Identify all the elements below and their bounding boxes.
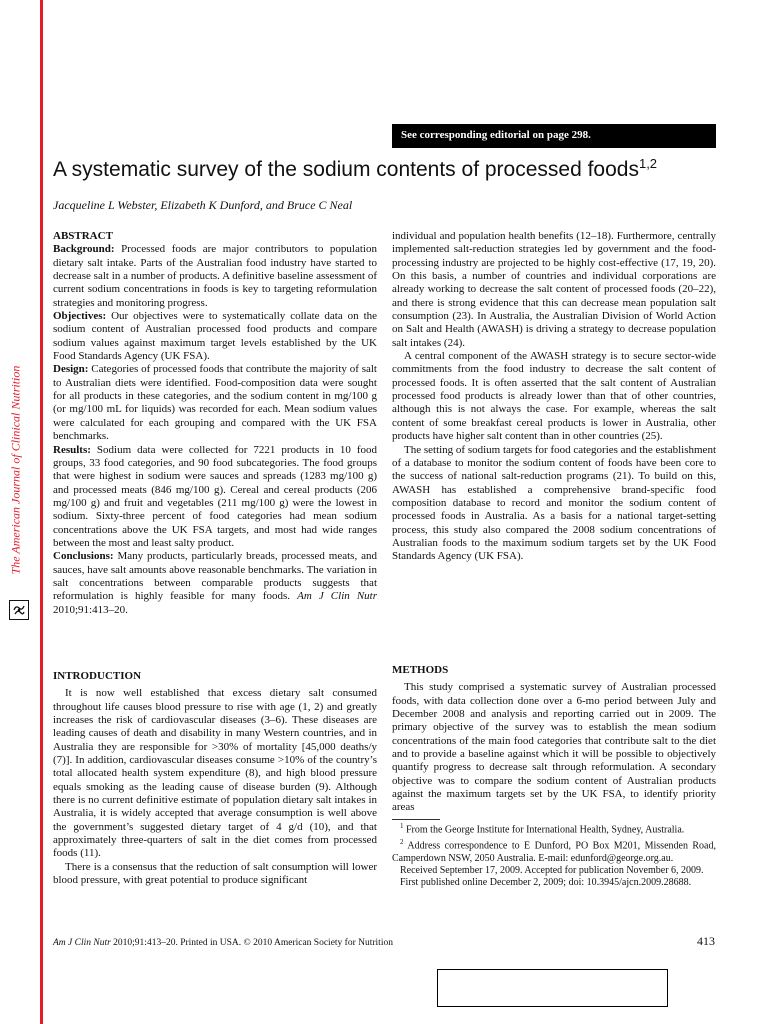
- abstract-objectives: Objectives: Our objectives were to systematically collate data on the sodium content of Australian processed food products and compare sodium values against maximum target levels established by the UK Food Standards Agency (UK FSA).: [53, 310, 378, 363]
- page-footer: Am J Clin Nutr 2010;91:413–20. Printed in USA. © 2010 American Society for Nutrition: [53, 938, 393, 948]
- page-number: 413: [697, 934, 715, 948]
- abstract-results: Results: Sodium data were collected for 7221 products in 10 food groups, 33 food categories, and 90 food subcategories. The food groups that were highest in sodium were sauces and spreads (1283 mg/100 g) and processed meats (846 mg/100 g). Cereal and cereal products (206 mg/100 g) and fruit and vegetables (211 mg/100 g) were the lowest in sodium. Sixty-three percent of food categories had mean sodium concentrations above the UK FSA targets, and most had wide ranges between the most and least salty product.: [53, 443, 377, 549]
- abstract-column: [53, 230, 377, 617]
- footnote-received: Received September 17, 2009. Accepted for publication November 6, 2009.: [400, 865, 704, 877]
- sodium-targets-paragraph: The setting of sodium targets for food categories and the establishment of a database to monitor the sodium content of foods have been core to the success of national salt-reduction programs (21). To build on this, AWASH has established a comprehensive brand-specific food composition database to record and monitor the sodium content of processed foods in Australia. As a basis for a national target-setting process, this study also compared the 2008 sodium concentrations of Australian foods to the maximum sodium targets set by the UK Food Standards Agency (UK FSA).: [392, 443, 716, 563]
- introduction-paragraph-1: It is now well established that excess dietary salt consumed throughout life causes blood pressure to rise with age (1, 2) and greatly increases the risk of cardiovascular diseases (3–6). These diseases are leading causes of death and disability in many Western countries, and in Australia they are responsible for >30% of mortality [45,000 deaths/y (7)]. In addition, cardiovascular diseases consume >10% of the country’s total allocated health system expenditure (8), and high blood pressure equals smoking as the leading cause of disease burden (9). Although there is no current definitive estimate of population dietary salt intakes in Australia, it is widely accepted that average consumption is well above the government’s suggested dietary target of 4 g/d (10), and that approximately three-quarters of salt in the diet comes from processed foods (11).: [53, 687, 377, 860]
- introduction-section: [53, 670, 377, 888]
- intro-continuation-paragraph: individual and population health benefits (12–18). Furthermore, centrally implemented salt-reduction strategies led by government and the food-processing industry are projected to be highly cost-effective (17, 19, 20). On this basis, a number of countries and individual corporations are already working to decrease the salt content of processed foods (20–22), and there is strong evidence that this can decrease mean population salt consumption (23). In Australia, the Australian Division of World Action on Salt and Health (AWASH) is driving a strategy to decrease population salt intakes (24).: [392, 230, 716, 349]
- introduction-paragraph-2: There is a consensus that the reduction of salt consumption will lower blood pressure, with great potential to produce significant: [53, 860, 377, 887]
- abstract-design: Design: Categories of processed foods that contribute the majority of salt to Australian diets were identified. Food-composition data were sought for all products in these categories, and the sodium content in mg/100 g (or mg/100 mL for liquids) was recorded for each. Mean sodium values were calculated for each grouping and compared with the UK FSA benchmarks.: [53, 363, 377, 443]
- abstract-heading: ABSTRACT: [53, 230, 113, 242]
- footnote-published: First published online December 2, 2009; doi: 10.3945/ajcn.2009.28688.: [400, 877, 692, 889]
- footnote-2: $^2$ Address correspondence to E Dunford, PO Box M201, Missenden Road, Camperdown NSW, 2050 Australia. E-mail: edunford@george.org.au.: [392, 838, 716, 864]
- abstract-conclusions: Conclusions: Many products, particularly breads, processed meats, and sauces, have salt amounts above reasonable benchmarks. The variation in salt concentrations between comparable products suggests that reformulation is highly feasible for many foods. Am J Clin Nutr 2010;91:413–20.: [53, 550, 377, 616]
- author-list: Jacqueline L Webster, Elizabeth K Dunford, and Bruce C Neal: [53, 198, 353, 212]
- right-intro-column: [392, 230, 716, 564]
- journal-side-label: The American Journal of Clinical Nutrition: [8, 365, 23, 575]
- footnotes-block: [392, 820, 716, 890]
- awash-strategy-paragraph: A central component of the AWASH strategy is to secure sector-wide commitments from the food industry to decrease the salt content of processed foods. It is often asserted that the salt content of Australian processed food products is already lower than that of other countries, although this is not always the case. For example, whereas the salt content of some breakfast cereal products is lower in Australia, other products have higher salt content than in other countries (25).: [392, 350, 716, 443]
- introduction-heading: INTRODUCTION: [53, 670, 142, 682]
- red-margin-line: [40, 0, 43, 1024]
- journal-logo-icon: [9, 600, 29, 620]
- footnote-1: $^1$ From the George Institute for International Health, Sydney, Australia.: [400, 821, 685, 836]
- methods-paragraph-1: This study comprised a systematic survey of Australian processed foods, with data collection done over a 6-mo period between July and December 2008 and analysis and reporting carried out in 2009. The primary objective of the survey was to establish the mean sodium concentrations of the main food categories that contribute salt to the diet and to provide a baseline against which it will be possible to objectively quantify progress to decrease salt through reformulation. A secondary objective was to compare the sodium content of Australian products against the maximum targets set by the UK FSA, to identify priority areas: [392, 681, 716, 814]
- editorial-note-banner: See corresponding editorial on page 298.: [392, 124, 716, 148]
- empty-box: [437, 969, 668, 1007]
- methods-heading: METHODS: [392, 664, 449, 676]
- article-title: A systematic survey of the sodium contents of processed foods$^{1,2}$: [53, 156, 658, 181]
- methods-section: [392, 664, 716, 889]
- abstract-background: Background: Processed foods are major contributors to population dietary salt intake. Parts of the Australian food industry have started to decrease salt in a number of products. A definitive baseline assessment of current sodium concentrations in foods is key to targeting reformulation strategies and monitoring progress.: [53, 243, 377, 309]
